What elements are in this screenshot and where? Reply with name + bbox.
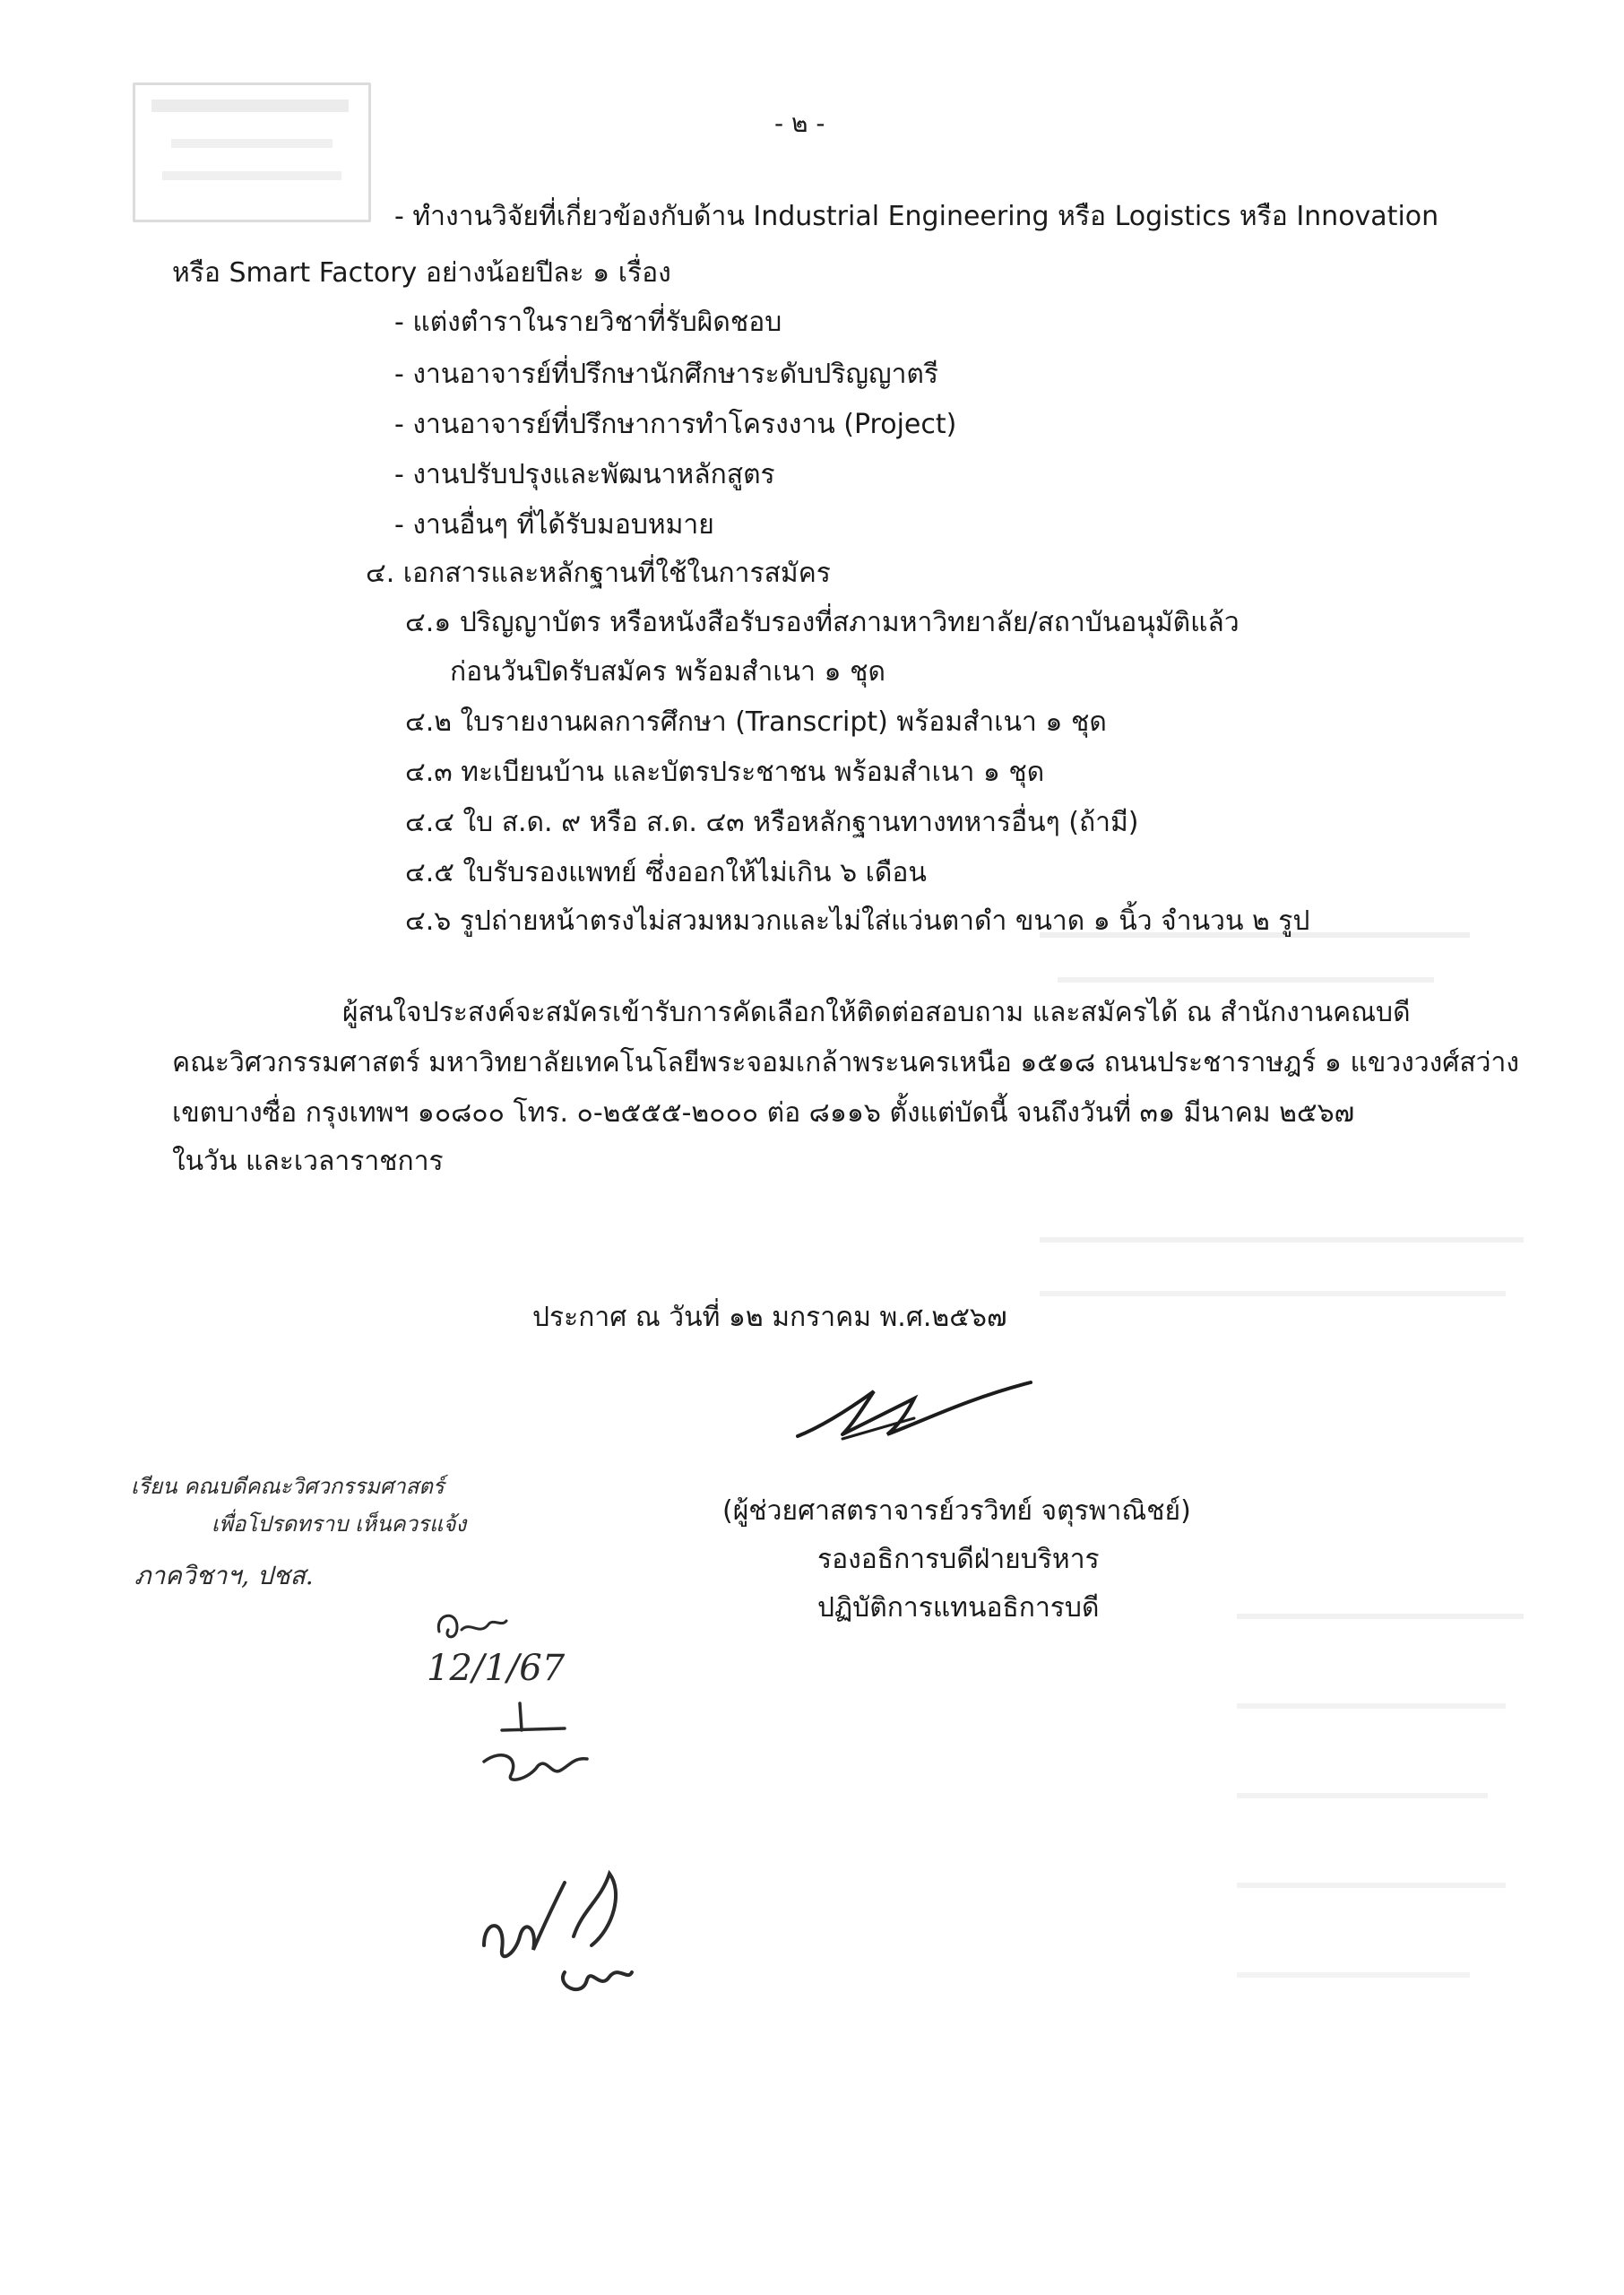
- duty-line: - งานปรับปรุงและพัฒนาหลักสูตร: [394, 459, 775, 490]
- document-item: ๔.๑ ปริญญาบัตร หรือหนังสือรับรองที่สภามหาวิทยาลัย/สถาบันอนุมัติแล้ว: [405, 607, 1240, 638]
- page-number: - ๒ -: [774, 108, 825, 138]
- document-item: ๔.๖ รูปถ่ายหน้าตรงไม่สวมหมวกและไม่ใส่แว่นตาดำ ขนาด ๑ นิ้ว จำนวน ๒ รูป: [405, 905, 1310, 937]
- handwritten-signature: [466, 1694, 609, 1802]
- duty-line: - งานอื่นๆ ที่ได้รับมอบหมาย: [394, 509, 714, 541]
- contact-paragraph-line: ผู้สนใจประสงค์จะสมัครเข้ารับการคัดเลือกให้ติดต่อสอบถาม และสมัครได้ ณ สำนักงานคณบดี: [342, 997, 1411, 1028]
- contact-paragraph-line: เขตบางซื่อ กรุงเทพฯ ๑๐๘๐๐ โทร. ๐-๒๕๕๕-๒๐๐๐ ต่อ ๘๑๑๖ ตั้งแต่บัดนี้ จนถึงวันที่ ๓๑ มีนาคม ๒๕๖๗: [172, 1097, 1355, 1129]
- announcement-date: ประกาศ ณ วันที่ ๑๒ มกราคม พ.ศ.๒๕๖๗: [532, 1302, 1007, 1333]
- signatory-name: (ผู้ช่วยศาสตราจารย์วรวิทย์ จตุรพาณิชย์): [722, 1495, 1191, 1527]
- handwritten-note-line: เรียน คณบดีคณะวิศวกรรมศาสตร์: [131, 1474, 445, 1499]
- handwritten-note-line: เพื่อโปรดทราบ เห็นควรแจ้ง: [212, 1511, 467, 1537]
- document-item: ๔.๕ ใบรับรองแพทย์ ซึ่งออกให้ไม่เกิน ๖ เดือน: [405, 857, 927, 888]
- document-item: ๔.๔ ใบ ส.ด. ๙ หรือ ส.ด. ๔๓ หรือหลักฐานทางทหารอื่นๆ (ถ้ามี): [405, 807, 1139, 838]
- handwritten-note-line: ภาควิชาฯ, ปชส.: [134, 1561, 314, 1590]
- signatory-position: รองอธิการบดีฝ่ายบริหาร: [817, 1544, 1100, 1575]
- document-item: ๔.๓ ทะเบียนบ้าน และบัตรประชาชน พร้อมสำเนา ๑ ชุด: [405, 757, 1045, 788]
- faint-stamp: [133, 82, 371, 222]
- duty-line: - แต่งตำราในรายวิชาที่รับผิดชอบ: [394, 307, 782, 338]
- duty-line: - งานอาจารย์ที่ปรึกษาการทำโครงงาน (Project): [394, 409, 957, 440]
- signatory-acting: ปฏิบัติการแทนอธิการบดี: [817, 1592, 1100, 1624]
- duty-line: - งานอาจารย์ที่ปรึกษานักศึกษาระดับปริญญาตรี: [394, 359, 939, 390]
- section-heading: ๔. เอกสารและหลักฐานที่ใช้ในการสมัคร: [366, 558, 831, 589]
- signature-image: [789, 1372, 1058, 1452]
- handwritten-signature: [466, 1865, 645, 2008]
- duty-line: - ทำงานวิจัยที่เกี่ยวข้องกับด้าน Industrial Engineering หรือ Logistics หรือ Innovation: [394, 201, 1439, 232]
- handwritten-date: 12/1/67: [427, 1648, 566, 1689]
- document-item: ๔.๒ ใบรายงานผลการศึกษา (Transcript) พร้อมสำเนา ๑ ชุด: [405, 706, 1107, 738]
- contact-paragraph-line: คณะวิศวกรรมศาสตร์ มหาวิทยาลัยเทคโนโลยีพระจอมเกล้าพระนครเหนือ ๑๕๑๘ ถนนประชาราษฎร์ ๑ แขวงวงศ์สว่าง: [172, 1047, 1520, 1078]
- duty-line: หรือ Smart Factory อย่างน้อยปีละ ๑ เรื่อง: [172, 257, 671, 289]
- contact-paragraph-line: ในวัน และเวลาราชการ: [172, 1146, 444, 1177]
- handwritten-initials: [430, 1605, 511, 1650]
- document-item-continuation: ก่อนวันปิดรับสมัคร พร้อมสำเนา ๑ ชุด: [450, 656, 885, 688]
